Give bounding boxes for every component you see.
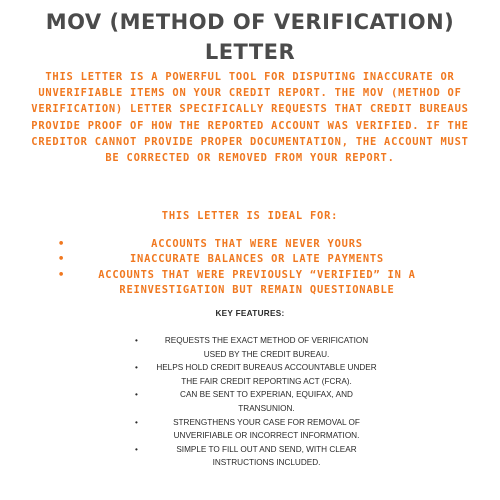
key-features-list — [143, 334, 380, 470]
key-feature-5: • SIMPLE TO FILL OUT AND SEND, WITH CLEAR INSTRUCTIONS INCLUDED. — [143, 443, 380, 470]
ideal-for-heading: THIS LETTER IS IDEAL FOR: — [161, 210, 339, 222]
intro-paragraph: THIS LETTER IS A POWERFUL TOOL FOR DISPUTING INACCURATE OR UNVERIFIABLE ITEMS ON YOUR CREDIT REPORT. THE MOV (METHOD OF VERIFICATION) LETTER SPECIFICALLY REQUESTS THAT CREDIT BUREAUS PROVIDE PROOF OF HOW THE REPORTED ACCOUNT WAS VERIFIED. IF THE CREDITOR CANNOT PROVIDE PROPER DOCUMENTATION, THE ACCOUNT MUST BE CORRECTED OR REMOVED FROM YOUR REPORT. — [31, 71, 469, 165]
key-feature-2: • HELPS HOLD CREDIT BUREAUS ACCOUNTABLE UNDER THE FAIR CREDIT REPORTING ACT (FCRA). — [143, 361, 380, 388]
key-features-heading: KEY FEATURES: — [215, 309, 285, 318]
ideal-for-list — [52, 237, 448, 299]
ideal-item-1: • ACCOUNTS THAT WERE NEVER YOURS — [52, 237, 448, 252]
ideal-item-2: • INACCURATE BALANCES OR LATE PAYMENTS — [52, 252, 448, 267]
title-line-2: LETTER — [204, 40, 296, 64]
key-feature-3: • CAN BE SENT TO EXPERIAN, EQUIFAX, AND TRANSUNION. — [143, 388, 380, 415]
key-feature-1: • REQUESTS THE EXACT METHOD OF VERIFICATION USED BY THE CREDIT BUREAU. — [143, 334, 380, 361]
key-feature-4: • STRENGTHENS YOUR CASE FOR REMOVAL OF UNVERIFIABLE OR INCORRECT INFORMATION. — [143, 416, 380, 443]
ideal-item-3: • ACCOUNTS THAT WERE PREVIOUSLY “VERIFIED” IN A REINVESTIGATION BUT REMAIN QUESTIONABLE — [52, 268, 448, 299]
title-line-1: MOV (METHOD OF VERIFICATION) — [45, 10, 455, 34]
page-title — [10, 7, 490, 67]
